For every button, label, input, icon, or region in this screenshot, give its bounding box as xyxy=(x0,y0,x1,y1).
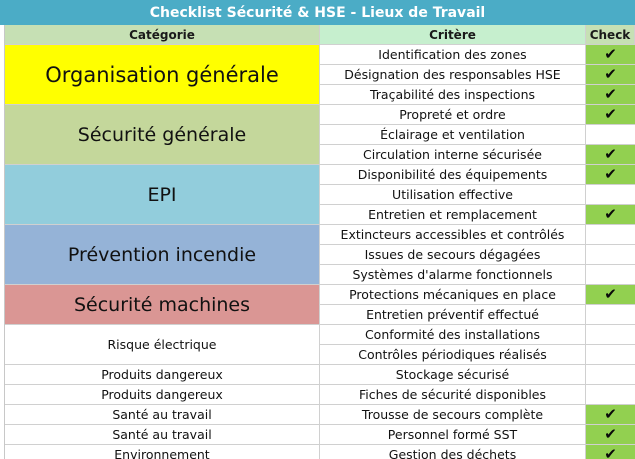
check-cell[interactable] xyxy=(586,85,635,105)
check-mark-icon: ✔ xyxy=(604,85,617,103)
criterion-cell[interactable]: Contrôles périodiques réalisés xyxy=(320,345,586,365)
criterion-cell[interactable]: Entretien préventif effectué xyxy=(320,305,586,325)
check-cell[interactable] xyxy=(586,225,635,245)
check-mark-icon: ✔ xyxy=(604,165,617,183)
sheet-title-banner: Checklist Sécurité & HSE - Lieux de Travail xyxy=(0,0,635,25)
check-mark-icon: ✔ xyxy=(604,65,617,83)
check-cell[interactable] xyxy=(586,285,635,305)
category-cell[interactable]: Organisation générale xyxy=(5,45,320,105)
check-mark-icon: ✔ xyxy=(604,205,617,223)
category-cell[interactable]: Sécurité générale xyxy=(5,105,320,165)
criterion-cell[interactable]: Stockage sécurisé xyxy=(320,365,586,385)
check-mark-icon: ✔ xyxy=(604,145,617,163)
category-cell[interactable]: Produits dangereux xyxy=(5,385,320,405)
column-header-criterion[interactable]: Critère xyxy=(320,25,586,45)
criterion-cell[interactable]: Issues de secours dégagées xyxy=(320,245,586,265)
category-cell[interactable]: Santé au travail xyxy=(5,405,320,425)
check-cell[interactable] xyxy=(586,45,635,65)
category-cell[interactable]: Environnement xyxy=(5,445,320,459)
category-cell[interactable]: Produits dangereux xyxy=(5,365,320,385)
category-cell[interactable]: Santé au travail xyxy=(5,425,320,445)
criterion-cell[interactable]: Disponibilité des équipements xyxy=(320,165,586,185)
category-cell[interactable]: Prévention incendie xyxy=(5,225,320,285)
criterion-cell[interactable]: Entretien et remplacement xyxy=(320,205,586,225)
check-cell[interactable] xyxy=(586,365,635,385)
column-header-check[interactable]: Check xyxy=(586,25,635,45)
criterion-cell[interactable]: Fiches de sécurité disponibles xyxy=(320,385,586,405)
criterion-cell[interactable]: Utilisation effective xyxy=(320,185,586,205)
check-cell[interactable] xyxy=(586,265,635,285)
category-cell[interactable]: EPI xyxy=(5,165,320,225)
check-mark-icon: ✔ xyxy=(604,445,617,459)
check-mark-icon: ✔ xyxy=(604,285,617,303)
category-cell[interactable]: Sécurité machines xyxy=(5,285,320,325)
criterion-cell[interactable]: Identification des zones xyxy=(320,45,586,65)
check-cell[interactable] xyxy=(586,405,635,425)
check-cell[interactable] xyxy=(586,105,635,125)
criterion-cell[interactable]: Circulation interne sécurisée xyxy=(320,145,586,165)
check-cell[interactable] xyxy=(586,305,635,325)
check-cell[interactable] xyxy=(586,125,635,145)
column-header-category[interactable]: Catégorie xyxy=(5,25,320,45)
criterion-cell[interactable]: Systèmes d'alarme fonctionnels xyxy=(320,265,586,285)
check-cell[interactable] xyxy=(586,165,635,185)
check-mark-icon: ✔ xyxy=(604,105,617,123)
check-cell[interactable] xyxy=(586,65,635,85)
check-mark-icon: ✔ xyxy=(604,425,617,443)
criterion-cell[interactable]: Traçabilité des inspections xyxy=(320,85,586,105)
check-cell[interactable] xyxy=(586,185,635,205)
criterion-cell[interactable]: Propreté et ordre xyxy=(320,105,586,125)
criterion-cell[interactable]: Désignation des responsables HSE xyxy=(320,65,586,85)
criterion-cell[interactable]: Personnel formé SST xyxy=(320,425,586,445)
check-cell[interactable] xyxy=(586,445,635,459)
criterion-cell[interactable]: Extincteurs accessibles et contrôlés xyxy=(320,225,586,245)
check-cell[interactable] xyxy=(586,205,635,225)
check-cell[interactable] xyxy=(586,345,635,365)
criterion-cell[interactable]: Gestion des déchets xyxy=(320,445,586,459)
criterion-cell[interactable]: Conformité des installations xyxy=(320,325,586,345)
check-cell[interactable] xyxy=(586,425,635,445)
criterion-cell[interactable]: Protections mécaniques en place xyxy=(320,285,586,305)
criterion-cell[interactable]: Trousse de secours complète xyxy=(320,405,586,425)
criterion-cell[interactable]: Éclairage et ventilation xyxy=(320,125,586,145)
check-mark-icon: ✔ xyxy=(604,45,617,63)
check-mark-icon: ✔ xyxy=(604,405,617,423)
check-cell[interactable] xyxy=(586,325,635,345)
category-cell[interactable]: Risque électrique xyxy=(5,325,320,365)
check-cell[interactable] xyxy=(586,245,635,265)
check-cell[interactable] xyxy=(586,385,635,405)
check-cell[interactable] xyxy=(586,145,635,165)
